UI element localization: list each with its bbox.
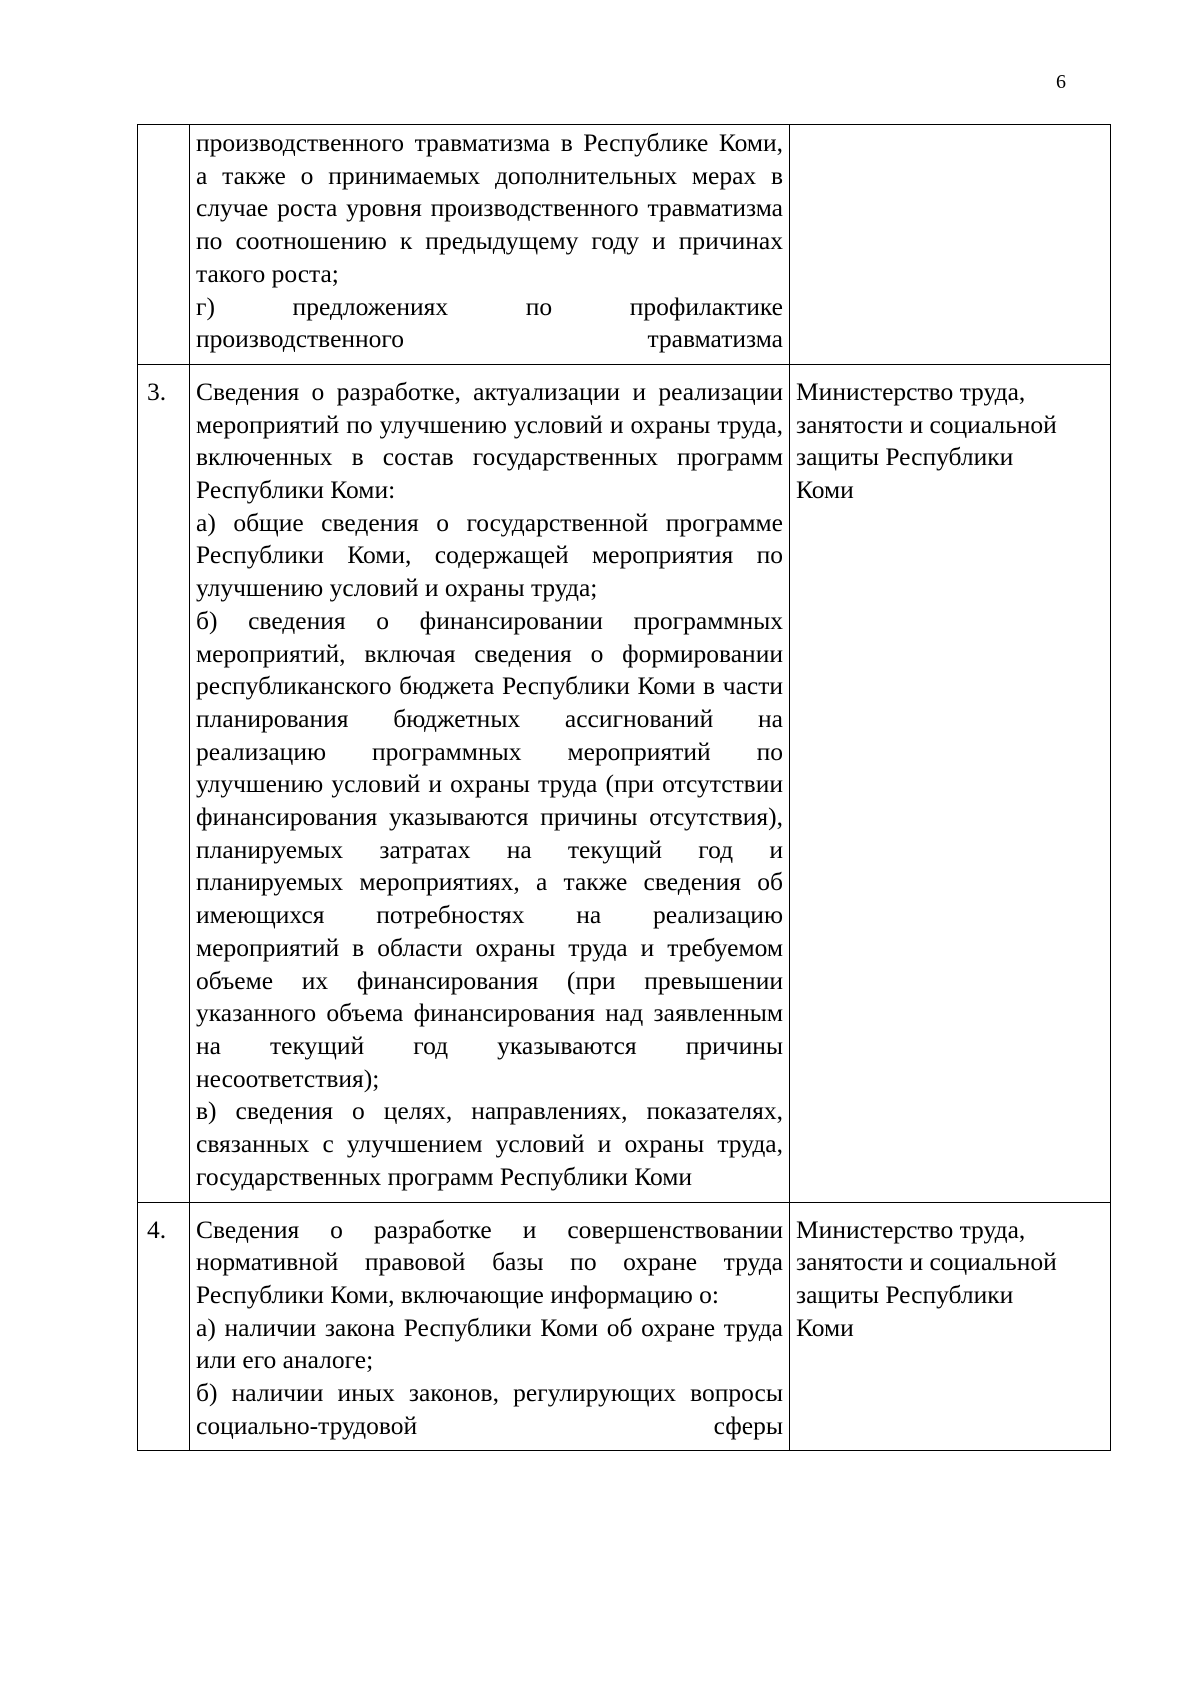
responsible-line: Коми (796, 475, 854, 505)
responsible-line: защиты Республики (796, 442, 1014, 472)
description-paragraph: в) сведения о целях, направлениях, показателях, связанных с улучшением условий и охраны труда, государственных программ Республики Коми (196, 1096, 783, 1191)
row-number-cell (138, 1202, 190, 1451)
page-number: 6 (1056, 71, 1066, 93)
table-row-continued (138, 125, 1111, 365)
responsible-line: Министерство труда, (796, 376, 1026, 406)
responsible-line: занятости и социальной (796, 409, 1057, 439)
row-number: 3. (147, 376, 167, 406)
description-paragraph: г) предложениях по профилактике производственного травматизма (196, 291, 783, 354)
row-description-cell (190, 125, 790, 365)
responsible-line: Министерство труда, (796, 1214, 1026, 1244)
row-responsible-cell (790, 364, 1111, 1202)
description-paragraph: производственного травматизма в Республике Коми, а также о принимаемых дополнительных мерах в случае роста уровня производственного травматизма по соотношению к предыдущему году и причинах такого роста; (196, 128, 783, 288)
description-paragraph: а) общие сведения о государственной программе Республики Коми, содержащей мероприятия по улучшению условий и охраны труда; (196, 507, 783, 603)
description-paragraph: б) сведения о финансировании программных мероприятий, включая сведения о формировании республиканского бюджета Республики Коми в части планирования бюджетных ассигнований на реализацию программных мероприятий по улучшению условий и охраны труда (при отсутствии финансирования указываются причины отсутствия), планируемых затратах на текущий год и планируемых мероприятиях, а также сведения об имеющихся потребностях на реализацию мероприятий в области охраны труда и требуемом объеме их финансирования (при превышении указанного объема финансирования над заявленным на текущий год указываются причины несоответствия); (196, 605, 783, 1093)
responsible-line: защиты Республики (796, 1279, 1014, 1309)
description-paragraph: а) наличии закона Республики Коми об охране труда или его аналоге; (196, 1312, 783, 1375)
description-paragraph: б) наличии иных законов, регулирующих вопросы социально-трудовой сферы (196, 1378, 783, 1440)
row-responsible-cell (790, 1202, 1111, 1451)
row-number-cell (138, 364, 190, 1202)
table-row-4 (138, 1202, 1111, 1451)
table-row-3 (138, 364, 1111, 1202)
responsible-line: Коми (796, 1312, 854, 1342)
row-description-cell (190, 364, 790, 1202)
description-paragraph: Сведения о разработке, актуализации и реализации мероприятий по улучшению условий и охраны труда, включенных в состав государственных программ Республики Коми: (196, 376, 783, 505)
row-number: 4. (147, 1214, 167, 1244)
description-paragraph: Сведения о разработке и совершенствовании нормативной правовой базы по охране труда Республики Коми, включающие информацию о: (196, 1214, 783, 1309)
row-responsible-cell (790, 125, 1111, 365)
row-number-cell (138, 125, 190, 365)
responsible-line: занятости и социальной (796, 1247, 1057, 1277)
document-table (137, 124, 1111, 1451)
row-description-cell (190, 1202, 790, 1451)
